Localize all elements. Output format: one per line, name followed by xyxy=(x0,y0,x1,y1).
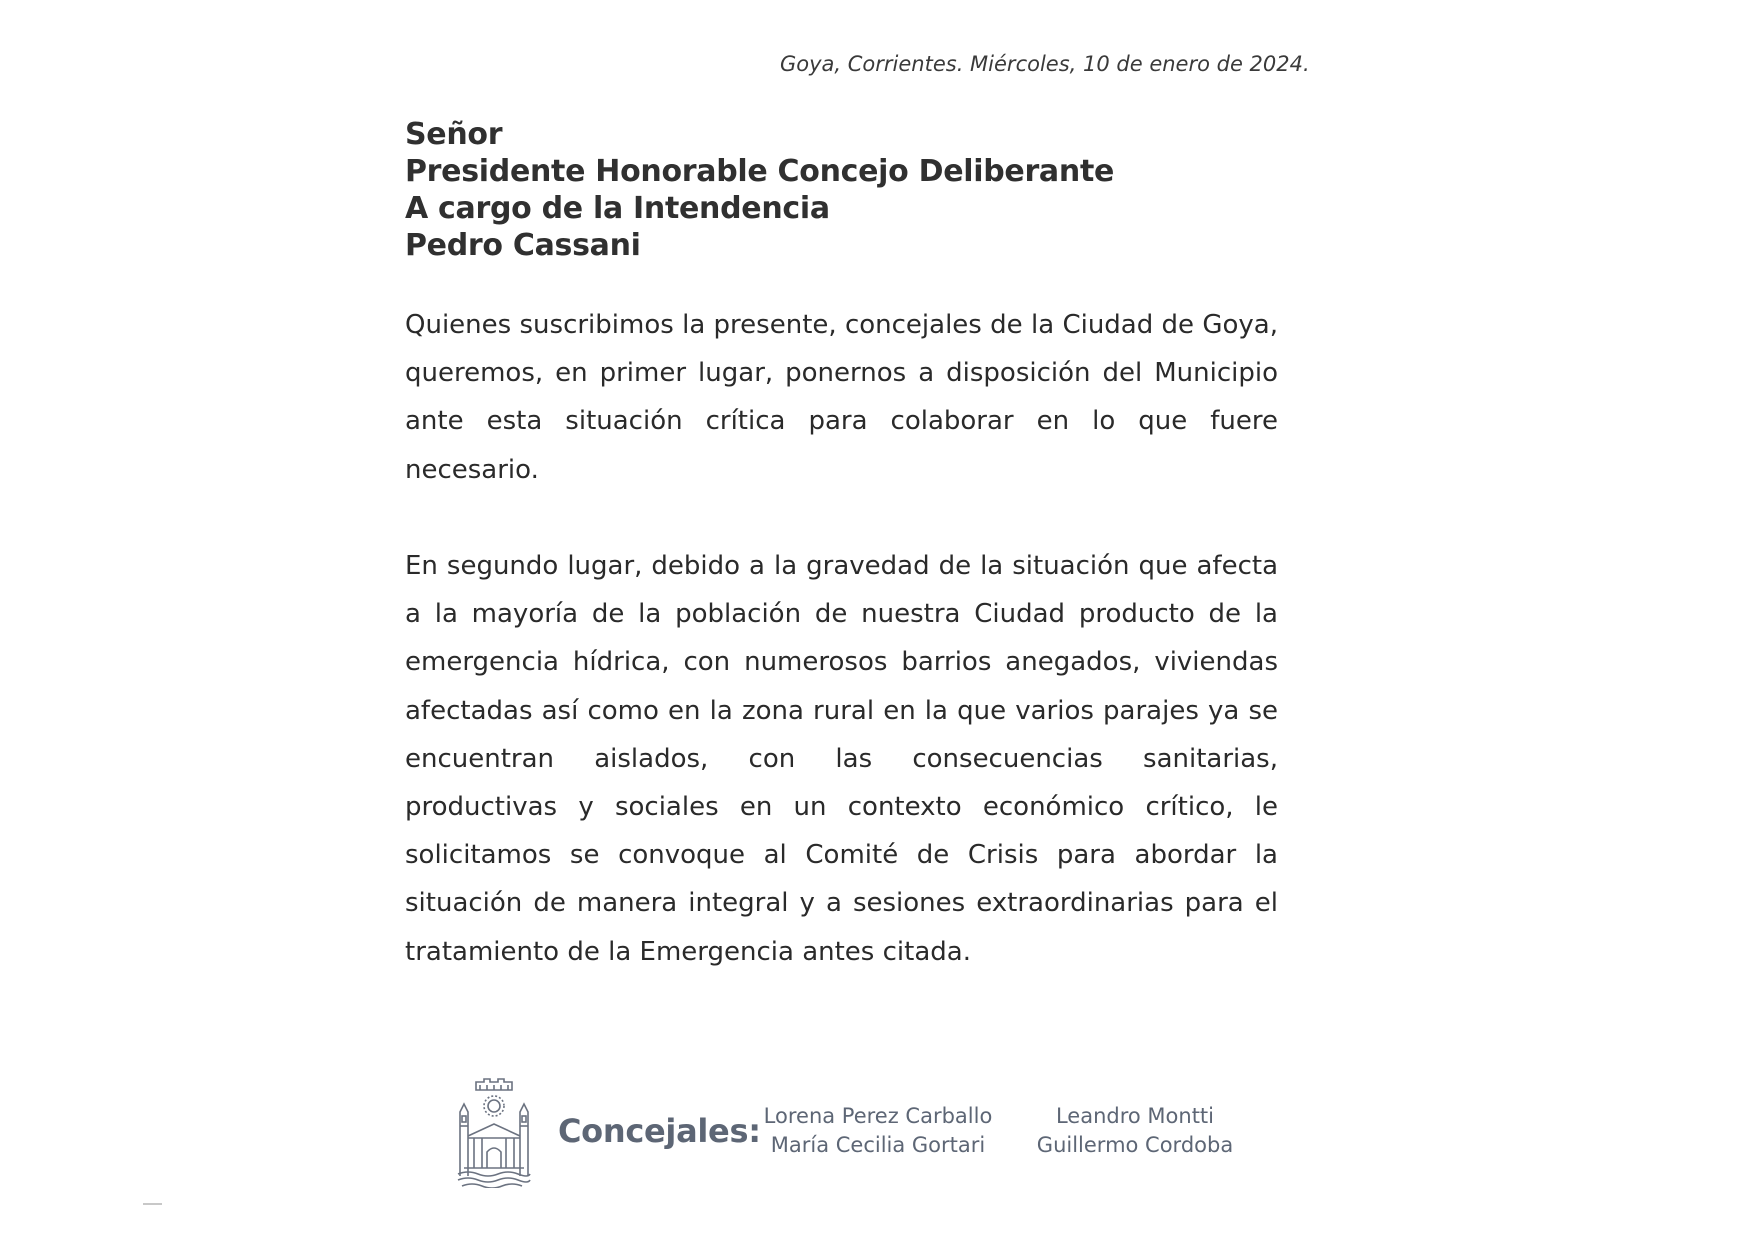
body-paragraph-1: Quienes suscribimos la presente, concejales de la Ciudad de Goya, queremos, en primer lugar, ponernos a disposición del Municipio ante esta situación crítica para colaborar en lo que fuere necesario. xyxy=(405,310,1278,485)
addressee-block xyxy=(405,116,1114,264)
council-member-name: Leandro Montti xyxy=(1055,1104,1215,1128)
council-names-column-2 xyxy=(1030,1102,1240,1160)
corner-mark xyxy=(143,1203,162,1205)
addressee-name: Pedro Cassani xyxy=(405,228,641,263)
council-member-name: María Cecilia Gortari xyxy=(770,1133,986,1157)
body-paragraph-2: En segundo lugar, debido a la gravedad de la situación que afecta a la mayoría de la población de nuestra Ciudad producto de la emergencia hídrica, con numerosos barrios anegados, viviendas afectadas así como en la zona rural en la que varios parajes ya se encuentran aislados, con las consecuencias sanitarias, productivas y sociales en un contexto económico crítico, le solicitamos se convoque al Comité de Crisis para abordar la situación de manera integral y a sesiones extraordinarias para el tratamiento de la Emergencia antes citada. xyxy=(405,551,1278,967)
date-line: Goya, Corrientes. Miércoles, 10 de enero de 2024. xyxy=(780,52,1310,76)
city-emblem-icon xyxy=(454,1076,534,1188)
concejales-label: Concejales: xyxy=(558,1112,761,1150)
signature-footer xyxy=(450,1072,1250,1192)
council-member-name: Lorena Perez Carballo xyxy=(763,1104,993,1128)
council-member-name: Guillermo Cordoba xyxy=(1036,1133,1234,1157)
council-names-column-1 xyxy=(760,1102,996,1160)
addressee-title: Presidente Honorable Concejo Deliberante xyxy=(405,154,1115,189)
addressee-role: A cargo de la Intendencia xyxy=(405,191,830,226)
addressee-salutation: Señor xyxy=(405,117,503,152)
